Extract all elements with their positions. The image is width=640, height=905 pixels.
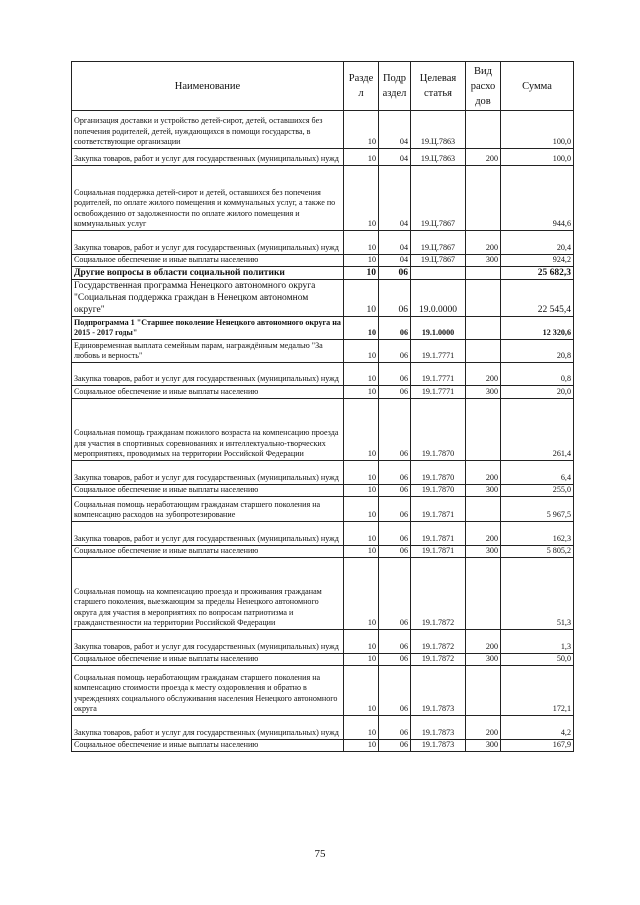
cell-name: Социальная помощь на компенсацию проезда и проживания гражданам старшего поколения, выезжающим за пределы Ненецкого автономного округа для участия в мероприятиях по вопросам патриотизма и гражданственности на территории Российской Федерации — [72, 558, 344, 630]
cell-razdel: 10 — [344, 111, 379, 149]
cell-name: Социальная поддержка детей-сирот и детей, оставшихся без попечения родителей, по оплате жилого помещения и коммунальных услуг, а также по освобождению от задолженности по оплате жилого помещения и коммунальных услуг — [72, 166, 344, 231]
cell-razdel: 10 — [344, 558, 379, 630]
cell-sum: 172,1 — [501, 666, 574, 716]
table-body — [72, 111, 574, 752]
cell-target: 19.1.7873 — [411, 666, 466, 716]
header-razdel: Разде л — [344, 62, 379, 111]
cell-podrazdel: 06 — [379, 666, 411, 716]
cell-target: 19.1.7870 — [411, 485, 466, 497]
cell-name: Социальная помощь неработающим гражданам старшего поколения на компенсацию стоимости проезда к месту оздоровления и обратно в учреждениях социального обслуживания населения Ненецкого автономного округа — [72, 666, 344, 716]
table-row — [72, 522, 574, 546]
table-row — [72, 399, 574, 461]
cell-name: Социальное обеспечение и иные выплаты населению — [72, 546, 344, 558]
cell-vid: 300 — [466, 740, 501, 752]
cell-target: 19.Ц.7867 — [411, 255, 466, 267]
cell-vid: 200 — [466, 363, 501, 386]
cell-target: 19.1.7871 — [411, 522, 466, 546]
cell-name: Социальная помощь гражданам пожилого возраста на компенсацию проезда для участия в спортивных соревнованиях и интеллектуально-творческих мероприятиях, проводимых на территории Российской Федерации — [72, 399, 344, 461]
cell-sum: 6,4 — [501, 461, 574, 485]
cell-name: Закупка товаров, работ и услуг для государственных (муниципальных) нужд — [72, 716, 344, 740]
table-row — [72, 363, 574, 386]
cell-name: Закупка товаров, работ и услуг для государственных (муниципальных) нужд — [72, 149, 344, 166]
cell-podrazdel: 06 — [379, 340, 411, 363]
cell-podrazdel: 06 — [379, 716, 411, 740]
cell-sum: 100,0 — [501, 149, 574, 166]
table-row — [72, 461, 574, 485]
cell-sum: 20,4 — [501, 231, 574, 255]
cell-name: Подпрограмма 1 "Старшее поколение Ненецкого автономного округа на 2015 - 2017 годы" — [72, 317, 344, 340]
cell-target: 19.1.7771 — [411, 340, 466, 363]
cell-name: Государственная программа Ненецкого автономного округа "Социальная поддержка граждан в Ненецком автономном округе" — [72, 280, 344, 317]
cell-vid — [466, 166, 501, 231]
cell-sum: 51,3 — [501, 558, 574, 630]
table-row — [72, 149, 574, 166]
cell-sum: 20,0 — [501, 386, 574, 399]
cell-podrazdel: 06 — [379, 558, 411, 630]
budget-table — [71, 61, 574, 752]
cell-vid: 300 — [466, 255, 501, 267]
cell-razdel: 10 — [344, 340, 379, 363]
cell-podrazdel: 06 — [379, 363, 411, 386]
cell-podrazdel: 06 — [379, 386, 411, 399]
cell-target — [411, 267, 466, 280]
cell-razdel: 10 — [344, 231, 379, 255]
cell-razdel: 10 — [344, 386, 379, 399]
cell-razdel: 10 — [344, 267, 379, 280]
cell-razdel: 10 — [344, 363, 379, 386]
table-row — [72, 111, 574, 149]
cell-name: Закупка товаров, работ и услуг для государственных (муниципальных) нужд — [72, 461, 344, 485]
cell-target: 19.0.0000 — [411, 280, 466, 317]
cell-name: Другие вопросы в области социальной политики — [72, 267, 344, 280]
cell-vid — [466, 111, 501, 149]
table-header-row — [72, 62, 574, 111]
cell-podrazdel: 04 — [379, 231, 411, 255]
cell-vid — [466, 340, 501, 363]
cell-sum: 255,0 — [501, 485, 574, 497]
cell-podrazdel: 06 — [379, 630, 411, 654]
table-row — [72, 231, 574, 255]
table-row — [72, 255, 574, 267]
cell-name: Закупка товаров, работ и услуг для государственных (муниципальных) нужд — [72, 363, 344, 386]
cell-name: Закупка товаров, работ и услуг для государственных (муниципальных) нужд — [72, 522, 344, 546]
cell-sum: 22 545,4 — [501, 280, 574, 317]
cell-sum: 12 320,6 — [501, 317, 574, 340]
cell-podrazdel: 06 — [379, 740, 411, 752]
header-podrazdel: Подр аздел — [379, 62, 411, 111]
cell-razdel: 10 — [344, 485, 379, 497]
table-row — [72, 558, 574, 630]
cell-name: Социальная помощь неработающим гражданам старшего поколения на компенсацию расходов на зубопротезирование — [72, 497, 344, 522]
table-row — [72, 740, 574, 752]
cell-vid: 300 — [466, 546, 501, 558]
cell-vid: 200 — [466, 461, 501, 485]
cell-target: 19.1.7870 — [411, 399, 466, 461]
cell-target: 19.1.7873 — [411, 740, 466, 752]
cell-sum: 20,8 — [501, 340, 574, 363]
cell-vid — [466, 280, 501, 317]
cell-sum: 261,4 — [501, 399, 574, 461]
cell-sum: 5 805,2 — [501, 546, 574, 558]
cell-podrazdel: 04 — [379, 166, 411, 231]
cell-target: 19.Ц.7863 — [411, 149, 466, 166]
cell-sum: 0,8 — [501, 363, 574, 386]
cell-target: 19.Ц.7867 — [411, 166, 466, 231]
header-target: Целевая статья — [411, 62, 466, 111]
cell-target: 19.1.7872 — [411, 654, 466, 666]
table-row — [72, 654, 574, 666]
table-row — [72, 716, 574, 740]
cell-razdel: 10 — [344, 166, 379, 231]
cell-name: Социальное обеспечение и иные выплаты населению — [72, 485, 344, 497]
table-row — [72, 280, 574, 317]
cell-vid — [466, 558, 501, 630]
cell-vid — [466, 267, 501, 280]
table-row — [72, 666, 574, 716]
cell-vid: 200 — [466, 522, 501, 546]
cell-podrazdel: 04 — [379, 111, 411, 149]
cell-razdel: 10 — [344, 399, 379, 461]
table-row — [72, 340, 574, 363]
cell-razdel: 10 — [344, 654, 379, 666]
header-vid: Вид расхо дов — [466, 62, 501, 111]
cell-vid: 300 — [466, 654, 501, 666]
cell-vid — [466, 666, 501, 716]
cell-name: Социальное обеспечение и иные выплаты населению — [72, 654, 344, 666]
cell-podrazdel: 06 — [379, 267, 411, 280]
page-number: 75 — [314, 848, 326, 860]
cell-vid: 200 — [466, 630, 501, 654]
cell-razdel: 10 — [344, 666, 379, 716]
cell-vid — [466, 317, 501, 340]
cell-vid: 200 — [466, 231, 501, 255]
cell-vid: 200 — [466, 149, 501, 166]
cell-sum: 5 967,5 — [501, 497, 574, 522]
table-row — [72, 546, 574, 558]
cell-podrazdel: 04 — [379, 255, 411, 267]
table-row — [72, 166, 574, 231]
cell-sum: 100,0 — [501, 111, 574, 149]
cell-podrazdel: 06 — [379, 280, 411, 317]
cell-razdel: 10 — [344, 461, 379, 485]
cell-sum: 924,2 — [501, 255, 574, 267]
table-row — [72, 485, 574, 497]
table-row — [72, 497, 574, 522]
cell-name: Социальное обеспечение и иные выплаты населению — [72, 255, 344, 267]
cell-razdel: 10 — [344, 497, 379, 522]
cell-target: 19.1.7873 — [411, 716, 466, 740]
cell-podrazdel: 06 — [379, 654, 411, 666]
cell-razdel: 10 — [344, 630, 379, 654]
cell-podrazdel: 06 — [379, 546, 411, 558]
cell-razdel: 10 — [344, 546, 379, 558]
cell-vid: 300 — [466, 386, 501, 399]
cell-name: Социальное обеспечение и иные выплаты населению — [72, 386, 344, 399]
cell-target: 19.Ц.7867 — [411, 231, 466, 255]
header-name: Наименование — [72, 62, 344, 111]
cell-razdel: 10 — [344, 280, 379, 317]
cell-podrazdel: 06 — [379, 485, 411, 497]
cell-podrazdel: 06 — [379, 522, 411, 546]
cell-sum: 50,0 — [501, 654, 574, 666]
cell-podrazdel: 06 — [379, 399, 411, 461]
cell-razdel: 10 — [344, 149, 379, 166]
cell-name: Закупка товаров, работ и услуг для государственных (муниципальных) нужд — [72, 630, 344, 654]
cell-sum: 162,3 — [501, 522, 574, 546]
cell-razdel: 10 — [344, 255, 379, 267]
cell-name: Социальное обеспечение и иные выплаты населению — [72, 740, 344, 752]
table-row — [72, 630, 574, 654]
cell-target: 19.Ц.7863 — [411, 111, 466, 149]
cell-vid: 200 — [466, 716, 501, 740]
cell-sum: 944,6 — [501, 166, 574, 231]
table-row — [72, 267, 574, 280]
table-row — [72, 386, 574, 399]
cell-podrazdel: 06 — [379, 497, 411, 522]
cell-name: Закупка товаров, работ и услуг для государственных (муниципальных) нужд — [72, 231, 344, 255]
cell-vid — [466, 497, 501, 522]
cell-vid: 300 — [466, 485, 501, 497]
cell-target: 19.1.7871 — [411, 546, 466, 558]
cell-razdel: 10 — [344, 716, 379, 740]
cell-podrazdel: 04 — [379, 149, 411, 166]
cell-target: 19.1.7870 — [411, 461, 466, 485]
cell-target: 19.1.7771 — [411, 363, 466, 386]
cell-target: 19.1.7771 — [411, 386, 466, 399]
cell-podrazdel: 06 — [379, 317, 411, 340]
cell-podrazdel: 06 — [379, 461, 411, 485]
cell-name: Единовременная выплата семейным парам, награждённым медалью "За любовь и верность" — [72, 340, 344, 363]
cell-target: 19.1.7872 — [411, 630, 466, 654]
header-sum: Сумма — [501, 62, 574, 111]
cell-sum: 25 682,3 — [501, 267, 574, 280]
cell-sum: 4,2 — [501, 716, 574, 740]
cell-target: 19.1.0000 — [411, 317, 466, 340]
cell-razdel: 10 — [344, 317, 379, 340]
cell-name: Организация доставки и устройство детей-сирот, детей, оставшихся без попечения родителей, детей, нуждающихся в помощи государства, в соответствующие организации — [72, 111, 344, 149]
cell-vid — [466, 399, 501, 461]
cell-razdel: 10 — [344, 740, 379, 752]
table-row — [72, 317, 574, 340]
cell-sum: 167,9 — [501, 740, 574, 752]
cell-target: 19.1.7871 — [411, 497, 466, 522]
cell-sum: 1,3 — [501, 630, 574, 654]
cell-razdel: 10 — [344, 522, 379, 546]
cell-target: 19.1.7872 — [411, 558, 466, 630]
